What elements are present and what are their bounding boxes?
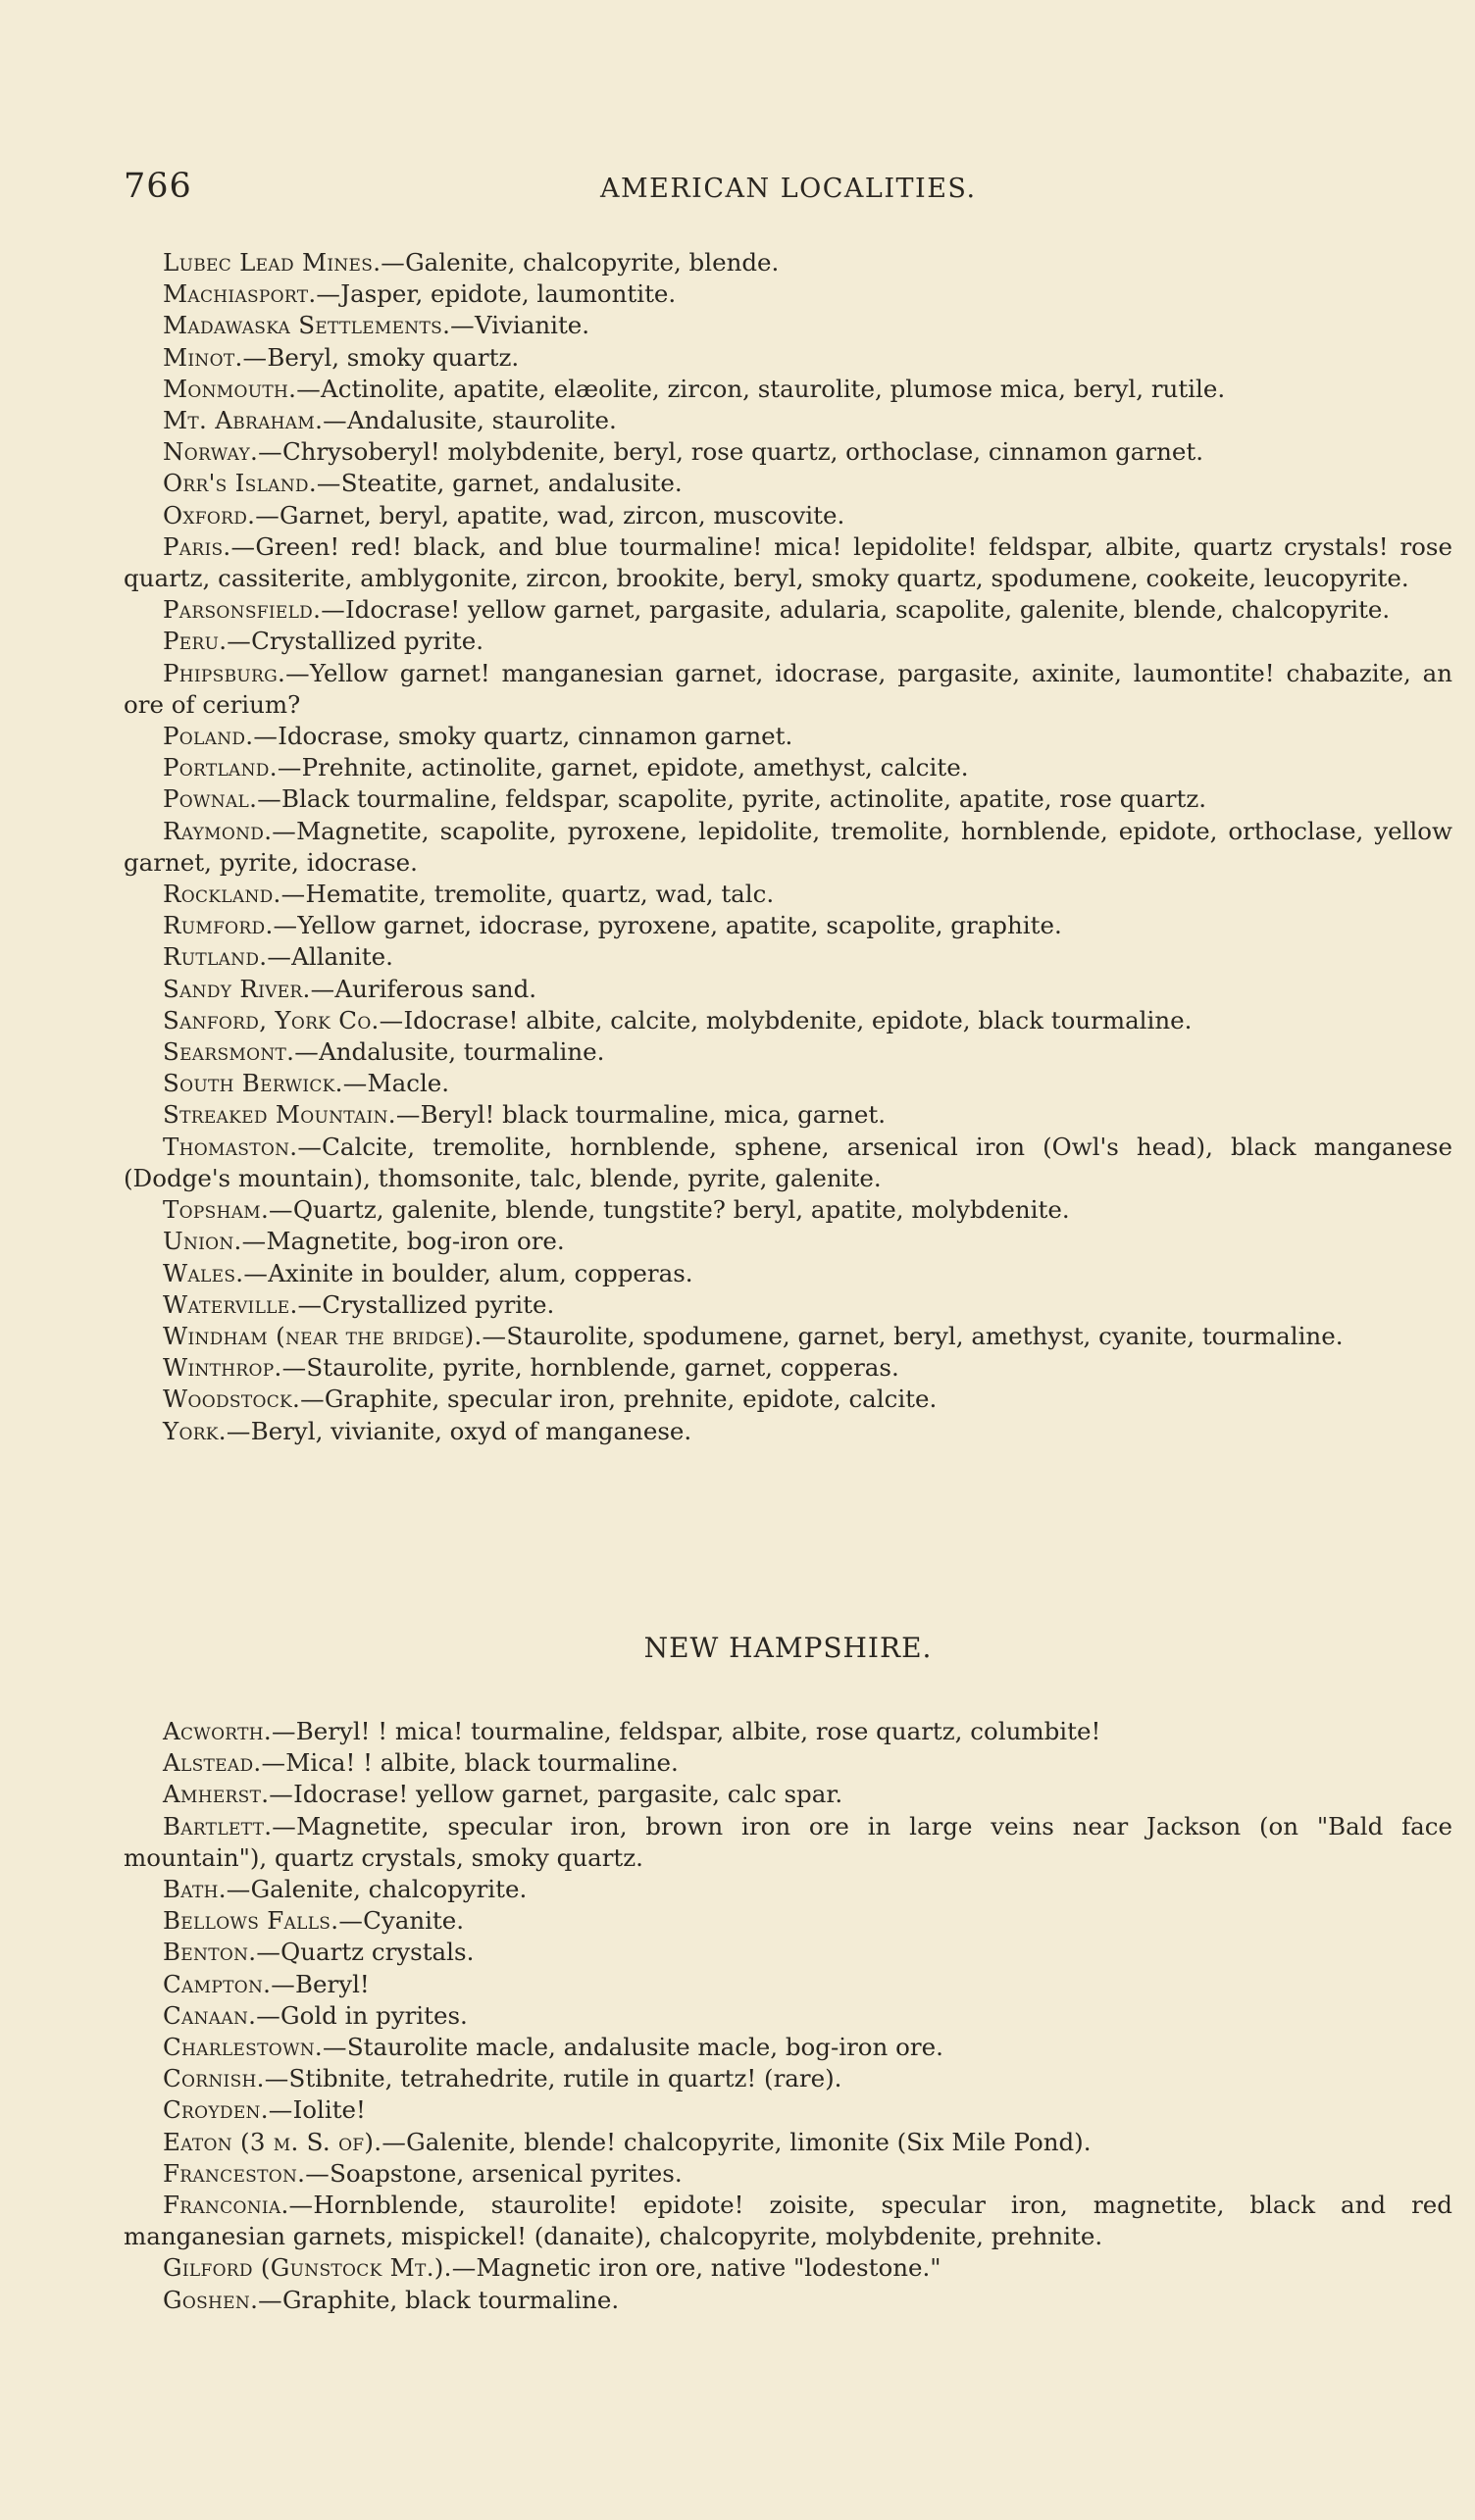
mineral-list: Calcite, tremolite, hornblende, sphene, arsenical iron (Owl's head), black manganese (Dodge's mountain), thomsonite, talc, blende, pyrite, galenite. [124,1132,1452,1192]
mineral-list: Staurolite, spodumene, garnet, beryl, amethyst, cyanite, tourmaline. [506,1321,1344,1350]
mineral-list: Magnetite, bog-iron ore. [266,1227,565,1256]
running-title: AMERICAN LOCALITIES. [600,174,977,204]
locality-entry [124,941,1452,973]
mineral-list: Graphite, specular iron, prehnite, epidote, calcite. [324,1385,938,1414]
mineral-list: Cyanite. [363,1906,465,1936]
locality-entry [124,1811,1452,1874]
locality-name: Norway.— [163,437,282,467]
locality-name: Machiasport.— [163,279,341,309]
mineral-list: Chrysoberyl! molybdenite, beryl, rose quartz, orthoclase, cinnamon garnet. [281,437,1204,467]
mineral-list: Yellow garnet! manganesian garnet, idocrase, pargasite, axinite, laumontite! chabazite, an ore of cerium? [124,658,1452,719]
locality-entry [124,1068,1452,1099]
locality-name: Franconia.— [163,2191,314,2220]
locality-entry [124,1258,1452,1289]
locality-name: Topsham.— [163,1195,293,1225]
page-number: 766 [124,167,192,206]
mineral-list: Prehnite, actinolite, garnet, epidote, amethyst, calcite. [301,753,969,782]
locality-entry [124,594,1452,626]
locality-entry [124,2094,1452,2126]
locality-name: Rumford.— [163,911,298,940]
locality-name: Lubec Lead Mines.— [163,248,406,277]
mineral-list: Crystallized pyrite. [251,627,484,656]
mineral-list: Magnetic iron ore, native "lodestone." [476,2253,941,2283]
mineral-list: Staurolite, pyrite, hornblende, garnet, copperas. [306,1353,899,1383]
locality-entry [124,2158,1452,2190]
locality-name: Canaan.— [163,2000,281,2030]
locality-name: South Berwick.— [163,1069,368,1098]
locality-name: Cornish.— [163,2064,289,2093]
locality-entry [124,405,1452,436]
locality-entry [124,1226,1452,1257]
locality-name: Rockland.— [163,880,306,909]
locality-name: Oxford.— [163,500,280,529]
mineral-list: Beryl, smoky quartz. [267,342,520,372]
locality-entry [124,1969,1452,2000]
locality-name: Minot.— [163,342,268,372]
mineral-list: Graphite, black tourmaline. [281,2285,620,2314]
locality-entry [124,1905,1452,1937]
locality-entry [124,1874,1452,1905]
locality-entry [124,1779,1452,1810]
locality-name: York.— [163,1416,251,1445]
locality-name: Union.— [163,1227,267,1256]
locality-name: Paris.— [163,531,256,561]
locality-name: Peru.— [163,627,252,656]
locality-entry [124,1384,1452,1415]
locality-entry [124,468,1452,499]
locality-name: Croyden.— [163,2095,293,2125]
locality-name: Eaton (3 m. S. of).— [163,2127,407,2156]
locality-entry [124,721,1452,752]
locality-name: Charlestown.— [163,2033,347,2062]
locality-name: Parsonsfield.— [163,595,345,625]
locality-entry [124,1937,1452,1968]
locality-name: Acworth.— [163,1717,296,1745]
mineral-list: Beryl! ! mica! tourmaline, feldspar, albite, rose quartz, columbite! [295,1717,1101,1745]
locality-name: Searsmont.— [163,1037,320,1067]
locality-entry [124,1036,1452,1068]
mineral-list: Yellow garnet, idocrase, pyroxene, apatite, scapolite, graphite. [297,911,1062,940]
mineral-list: Quartz crystals. [280,1938,475,1967]
mineral-list: Idocrase, smoky quartz, cinnamon garnet. [278,722,793,751]
locality-entry [124,1194,1452,1226]
locality-entry [124,626,1452,657]
locality-name: Thomaston.— [163,1132,323,1161]
locality-name: Orr's Island.— [163,469,341,498]
mineral-list: Auriferous sand. [334,974,537,1003]
mineral-list: Green! red! black, and blue tourmaline! mica! lepidolite! feldspar, albite, quartz crystals! rose quartz, cassiterite, amblygonite, zircon, brookite, beryl, smoky quartz, spodumene, cookeite, leucopyrite. [124,531,1452,593]
locality-entry [124,1289,1452,1321]
mineral-list: Beryl! black tourmaline, mica, garnet. [420,1100,886,1130]
mineral-list: Garnet, beryl, apatite, wad, zircon, muscovite. [280,500,845,529]
locality-name: Raymond.— [163,816,297,845]
mineral-list: Magnetite, specular iron, brown iron ore in large veins near Jackson (on "Bald face mountain"), quartz crystals, smoky quartz. [124,1811,1452,1872]
mineral-list: Idocrase! yellow garnet, pargasite, calc spar. [293,1780,843,1809]
locality-entry [124,1005,1452,1036]
mineral-list: Idocrase! albite, calcite, molybdenite, epidote, black tourmaline. [403,1005,1193,1034]
mineral-list: Quartz, galenite, blende, tungstite? beryl, apatite, molybdenite. [292,1195,1070,1225]
locality-name: Campton.— [163,1969,296,1998]
mineral-list: Galenite, blende! chalcopyrite, limonite (Six Mile Pond). [406,2127,1092,2156]
locality-entry [124,2252,1452,2284]
mineral-list: Soapstone, arsenical pyrites. [330,2158,683,2188]
locality-entry [124,752,1452,783]
locality-name: Wales.— [163,1258,269,1287]
mineral-list: Vivianite. [474,311,590,340]
locality-name: Streaked Mountain.— [163,1100,421,1130]
mineral-list: Hornblende, staurolite! epidote! zoisite, specular iron, magnetite, black and red manganesian garnets, mispickel! (danaite), chalcopyrite, molybdenite, prehnite. [124,2191,1452,2251]
locality-entry [124,816,1452,879]
locality-entry [124,1132,1452,1194]
locality-entry [124,310,1452,341]
mineral-list: Gold in pyrites. [280,2000,468,2030]
locality-entry [124,374,1452,405]
locality-name: Portland.— [163,753,302,782]
locality-name: Bath.— [163,1875,251,1904]
mineral-list: Beryl, vivianite, oxyd of manganese. [250,1416,692,1445]
locality-name: Phipsburg.— [163,658,310,687]
locality-entry [124,342,1452,374]
locality-name: Pownal.— [163,784,282,814]
locality-entry [124,974,1452,1005]
mineral-list: Beryl! [295,1969,370,1998]
mineral-list: Hematite, tremolite, quartz, wad, talc. [305,880,775,909]
locality-entry [124,531,1452,594]
locality-name: Waterville.— [163,1289,323,1319]
locality-entry [124,910,1452,941]
mineral-list: Andalusite, staurolite. [346,406,617,435]
mineral-list: Macle. [367,1069,450,1098]
locality-entry [124,2000,1452,2032]
maine-localities-list [124,247,1452,1447]
locality-entry [124,247,1452,278]
mineral-list: Axinite in boulder, alum, copperas. [268,1258,693,1287]
locality-entry [124,1747,1452,1779]
locality-name: Franceston.— [163,2158,331,2188]
locality-name: Monmouth.— [163,374,322,403]
locality-name: Mt. Abraham.— [163,406,347,435]
mineral-list: Black tourmaline, feldspar, scapolite, pyrite, actinolite, apatite, rose quartz. [281,784,1207,814]
mineral-list: Actinolite, apatite, elæolite, zircon, staurolite, plumose mica, beryl, rutile. [321,374,1226,403]
locality-entry [124,2285,1452,2316]
locality-name: Benton.— [163,1938,281,1967]
mineral-list: Allanite. [291,942,393,972]
locality-name: Madawaska Settlements.— [163,311,475,340]
locality-entry [124,2190,1452,2252]
locality-name: Bartlett.— [163,1811,297,1840]
mineral-list: Crystallized pyrite. [322,1289,555,1319]
locality-name: Rutland.— [163,942,292,972]
locality-entry [124,1416,1452,1447]
locality-name: Alstead.— [163,1748,286,1778]
locality-name: Windham (near the bridge).— [163,1321,507,1350]
locality-entry [124,879,1452,910]
locality-name: Winthrop.— [163,1353,307,1383]
section-heading: NEW HAMPSHIRE. [643,1632,933,1664]
locality-name: Gilford (Gunstock Mt.).— [163,2253,477,2283]
locality-entry [124,278,1452,310]
locality-entry [124,1716,1452,1747]
locality-name: Sandy River.— [163,974,335,1003]
locality-entry [124,658,1452,721]
mineral-list: Mica! ! albite, black tourmaline. [285,1748,679,1778]
locality-entry [124,436,1452,468]
locality-name: Goshen.— [163,2285,282,2314]
new-hampshire-localities-list [124,1716,1452,2316]
locality-name: Woodstock.— [163,1385,325,1414]
mineral-list: Stibnite, tetrahedrite, rutile in quartz! (rare). [288,2064,842,2093]
mineral-list: Galenite, chalcopyrite, blende. [405,248,780,277]
locality-entry [124,500,1452,531]
locality-entry [124,1352,1452,1384]
locality-entry [124,1099,1452,1131]
mineral-list: Idocrase! yellow garnet, pargasite, adularia, scapolite, galenite, blende, chalcopyrite. [345,595,1391,625]
locality-name: Sanford, York Co.— [163,1005,404,1034]
mineral-list: Andalusite, tourmaline. [319,1037,605,1067]
mineral-list: Staurolite macle, andalusite macle, bog-iron ore. [346,2033,943,2062]
mineral-list: Steatite, garnet, andalusite. [340,469,683,498]
locality-entry [124,783,1452,815]
mineral-list: Jasper, epidote, laumontite. [340,279,677,309]
locality-entry [124,2127,1452,2158]
locality-entry [124,1321,1452,1352]
mineral-list: Iolite! [292,2095,366,2125]
locality-entry [124,2063,1452,2094]
locality-name: Bellows Falls.— [163,1906,364,1936]
locality-entry [124,2032,1452,2063]
locality-name: Poland.— [163,722,279,751]
mineral-list: Galenite, chalcopyrite. [250,1875,528,1904]
mineral-list: Magnetite, scapolite, pyroxene, lepidolite, tremolite, hornblende, epidote, orthoclase, yellow garnet, pyrite, idocrase. [124,816,1452,877]
locality-name: Amherst.— [163,1780,294,1809]
